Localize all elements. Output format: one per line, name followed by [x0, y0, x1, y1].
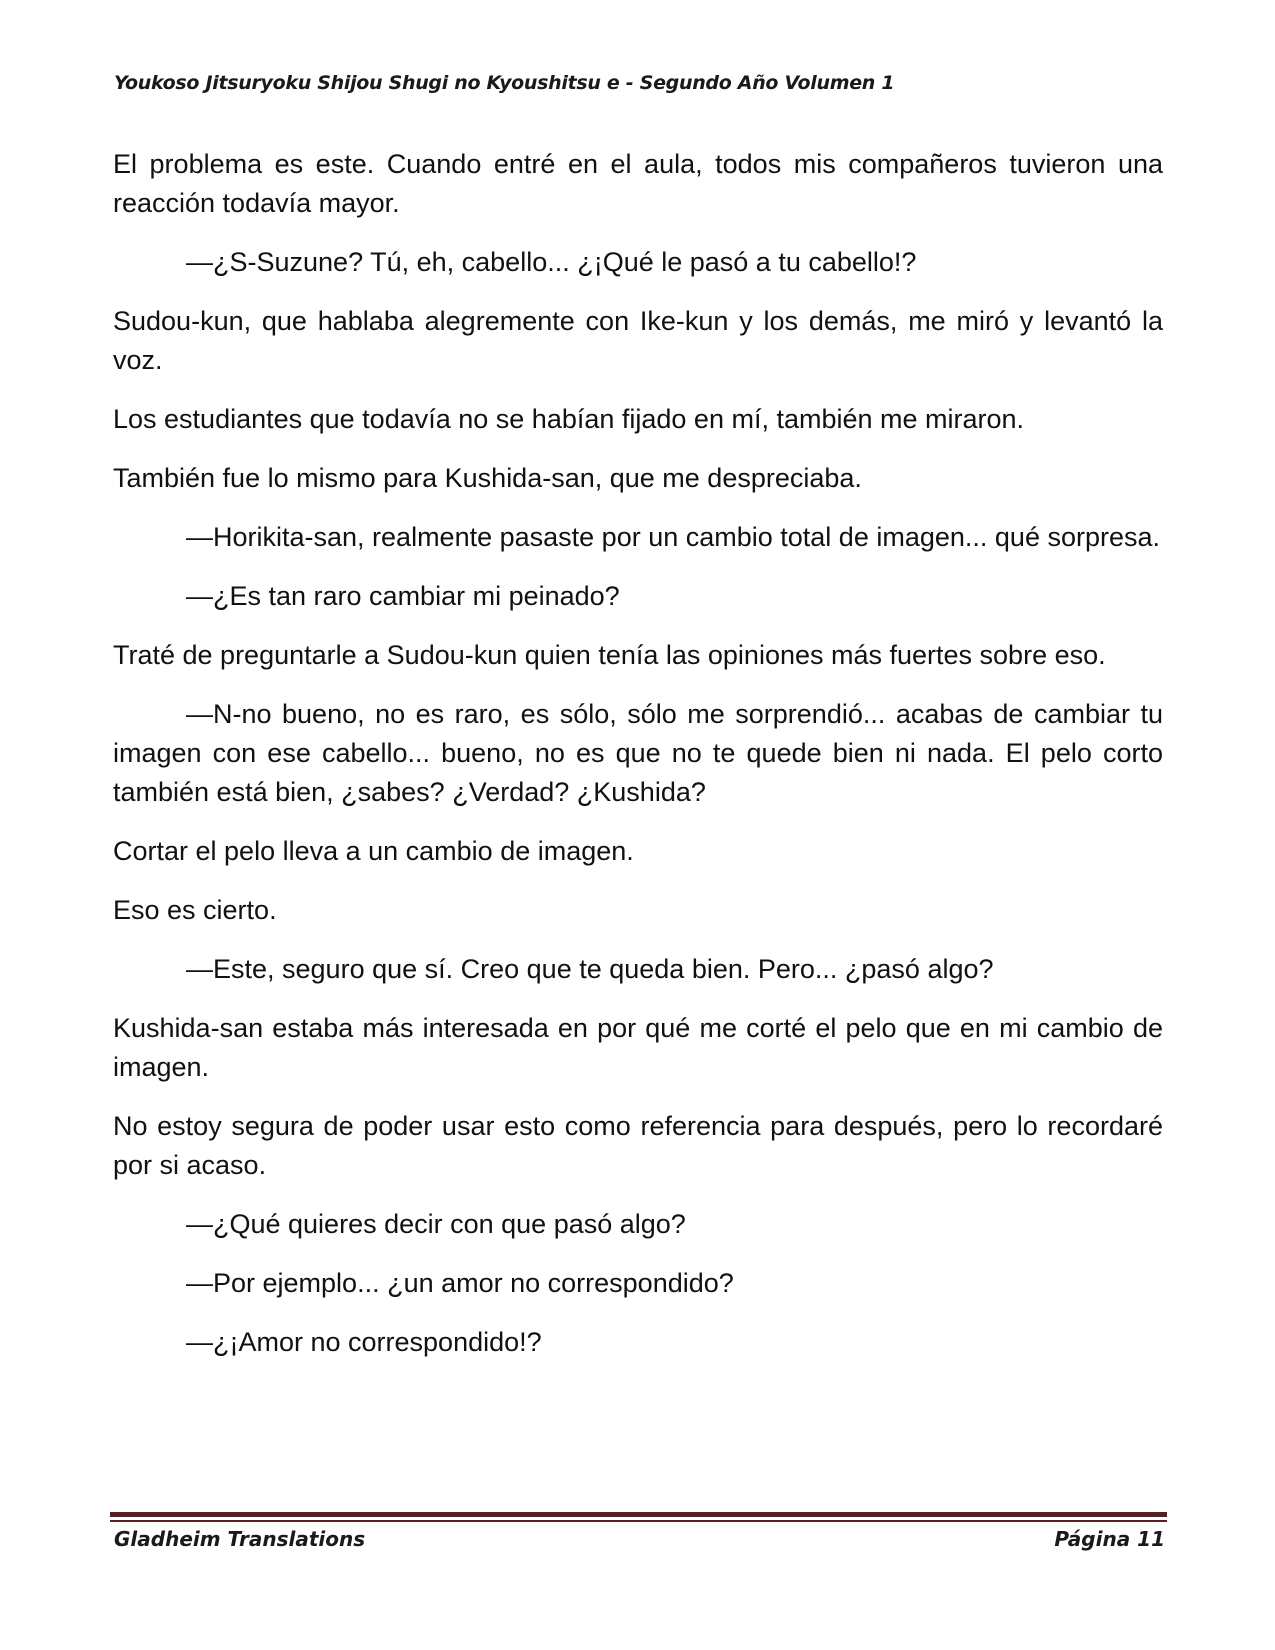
dialogue-paragraph: —¿Es tan raro cambiar mi peinado? — [186, 581, 620, 611]
dialogue-paragraph: —N-no bueno, no es raro, es sólo, sólo me sorprendió... acabas de cambiar tu imagen con ese cabello... bueno, no es que no te quede bien ni nada. El pelo corto también está bien, ¿sabes? ¿Verdad? ¿Kushida? — [113, 699, 1163, 807]
paragraph: Kushida-san estaba más interesada en por qué me corté el pelo que en mi cambio de imagen. — [113, 1013, 1163, 1082]
paragraph: Sudou-kun, que hablaba alegremente con Ike-kun y los demás, me miró y levantó la voz. — [113, 306, 1163, 375]
page-number: Página 11 — [1054, 1527, 1165, 1551]
page-body — [113, 145, 1163, 1382]
footer-divider — [110, 1512, 1167, 1517]
footer-divider-thin — [110, 1520, 1167, 1522]
paragraph: Los estudiantes que todavía no se habían fijado en mí, también me miraron. — [113, 404, 1025, 434]
paragraph: Cortar el pelo lleva a un cambio de imagen. — [113, 836, 634, 866]
dialogue-paragraph: —¿S-Suzune? Tú, eh, cabello... ¿¡Qué le pasó a tu cabello!? — [186, 247, 917, 277]
paragraph: Eso es cierto. — [113, 895, 277, 925]
dialogue-paragraph: —Este, seguro que sí. Creo que te queda bien. Pero... ¿pasó algo? — [186, 954, 994, 984]
page-header-title: Youkoso Jitsuryoku Shijou Shugi no Kyoushitsu e - Segundo Año Volumen 1 — [114, 72, 895, 94]
dialogue-paragraph: —¿Qué quieres decir con que pasó algo? — [186, 1209, 686, 1239]
paragraph: El problema es este. Cuando entré en el aula, todos mis compañeros tuvieron una reacción todavía mayor. — [113, 149, 1163, 218]
paragraph: Traté de preguntarle a Sudou-kun quien tenía las opiniones más fuertes sobre eso. — [113, 640, 1106, 670]
footer-credit: Gladheim Translations — [114, 1527, 366, 1551]
paragraph: También fue lo mismo para Kushida-san, que me despreciaba. — [113, 463, 862, 493]
dialogue-paragraph: —¿¡Amor no correspondido!? — [186, 1327, 542, 1357]
dialogue-paragraph: —Por ejemplo... ¿un amor no correspondido? — [186, 1268, 734, 1298]
paragraph: No estoy segura de poder usar esto como referencia para después, pero lo recordaré por si acaso. — [113, 1111, 1163, 1180]
dialogue-paragraph: —Horikita-san, realmente pasaste por un cambio total de imagen... qué sorpresa. — [186, 522, 1161, 552]
